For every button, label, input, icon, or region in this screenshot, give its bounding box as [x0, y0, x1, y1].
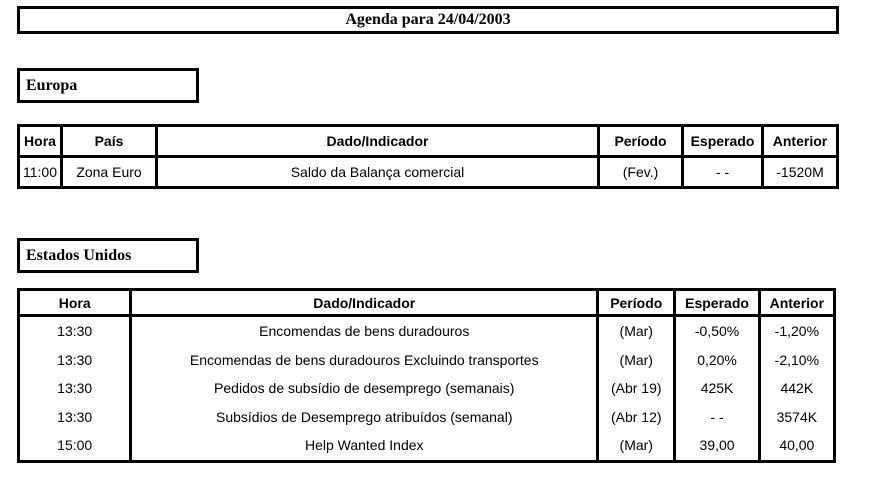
- cell-periodo: (Fev.): [599, 157, 683, 188]
- cell-esperado: 425K: [675, 374, 759, 403]
- table-row: [19, 403, 835, 432]
- us-agenda-table: [17, 288, 836, 463]
- cell-anterior: -1520M: [776, 164, 824, 180]
- table-row: [19, 346, 835, 375]
- cell-indicador: Encomendas de bens duradouros: [131, 316, 598, 346]
- cell-indicador: Encomendas de bens duradouros Excluindo transportes: [131, 346, 598, 375]
- column-header-periodo: Período: [598, 290, 675, 316]
- column-header-anterior: Anterior: [759, 290, 834, 316]
- cell-hora: 13:30: [19, 316, 131, 346]
- column-header-hora: Hora: [19, 126, 62, 157]
- cell-esperado: - -: [675, 403, 759, 432]
- table-header-row: [19, 290, 835, 316]
- cell-hora: 13:30: [19, 346, 131, 375]
- cell-periodo: (Abr 12): [598, 403, 675, 432]
- table-header-row: [19, 126, 838, 157]
- cell-indicador: Help Wanted Index: [131, 431, 598, 461]
- cell-indicador: Saldo da Balança comercial: [157, 157, 599, 188]
- cell-periodo: (Mar): [598, 346, 675, 375]
- cell-esperado: -0,50%: [675, 316, 759, 346]
- page-title: Agenda para 24/04/2003: [17, 6, 839, 34]
- cell-anterior: -2,10%: [774, 351, 820, 368]
- table-row: [19, 431, 835, 461]
- column-header-pais: País: [62, 126, 157, 157]
- cell-hora: 15:00: [19, 431, 131, 461]
- column-header-indicador: Dado/Indicador: [131, 290, 598, 316]
- table-row: [19, 316, 835, 346]
- cell-hora: 13:30: [19, 374, 131, 403]
- table-row: [19, 157, 838, 188]
- cell-hora: 11:00: [19, 157, 62, 188]
- cell-anterior: 3574K: [776, 408, 818, 425]
- europe-agenda-table: [17, 124, 839, 189]
- column-header-anterior: Anterior: [763, 126, 838, 157]
- cell-indicador: Subsídios de Desemprego atribuídos (semanal): [131, 403, 598, 432]
- cell-esperado: 39,00: [675, 431, 759, 461]
- cell-pais: Zona Euro: [62, 157, 157, 188]
- cell-hora: 13:30: [19, 403, 131, 432]
- section-title-us: Estados Unidos: [17, 238, 199, 273]
- column-header-indicador: Dado/Indicador: [157, 126, 599, 157]
- column-header-esperado: Esperado: [675, 290, 759, 316]
- cell-anterior: -1,20%: [774, 323, 820, 340]
- cell-esperado: - -: [683, 157, 763, 188]
- cell-anterior: 442K: [780, 380, 814, 397]
- cell-periodo: (Mar): [598, 316, 675, 346]
- section-title-europe: Europa: [17, 68, 199, 103]
- table-row: [19, 374, 835, 403]
- column-header-esperado: Esperado: [683, 126, 763, 157]
- cell-periodo: (Mar): [598, 431, 675, 461]
- cell-indicador: Pedidos de subsídio de desemprego (semanais): [131, 374, 598, 403]
- column-header-hora: Hora: [19, 290, 131, 316]
- cell-esperado: 0,20%: [675, 346, 759, 375]
- cell-anterior: 40,00: [779, 437, 815, 454]
- column-header-periodo: Período: [599, 126, 683, 157]
- cell-periodo: (Abr 19): [598, 374, 675, 403]
